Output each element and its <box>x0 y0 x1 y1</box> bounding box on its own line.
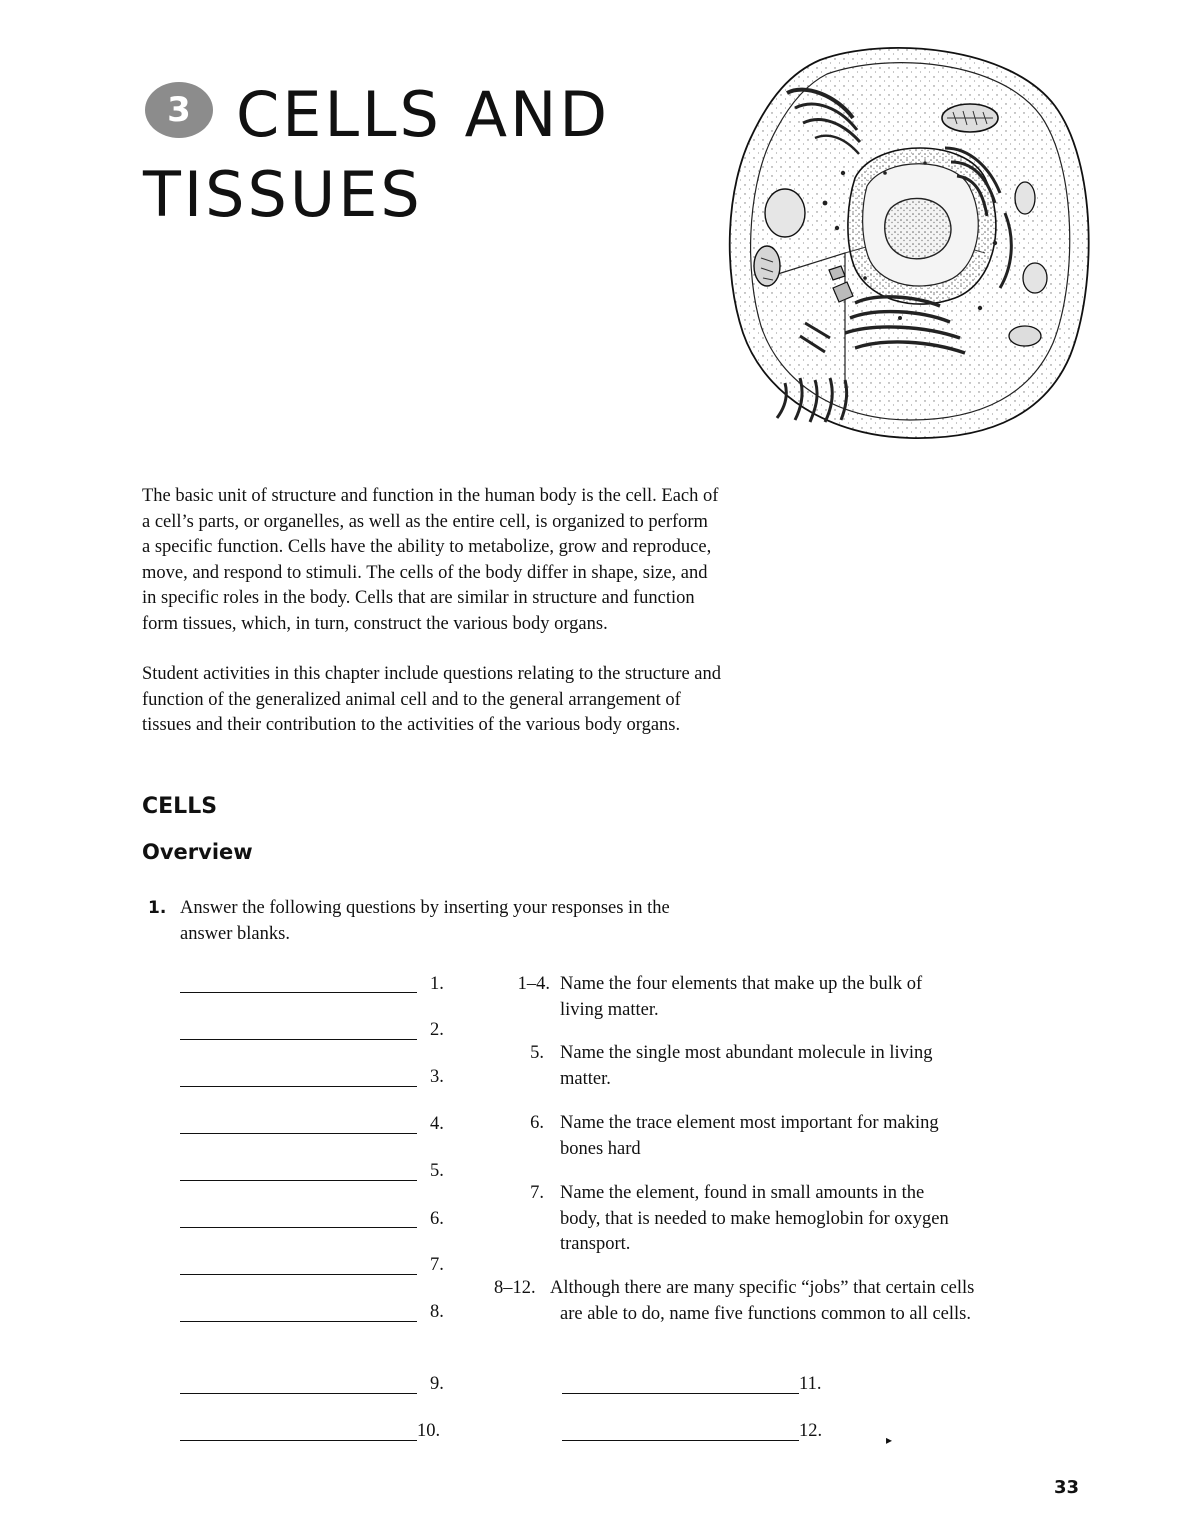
animal-cell-illustration <box>725 38 1095 443</box>
blank-label-8: 8. <box>430 1302 444 1322</box>
chapter-title-line-2: TISSUES <box>143 158 423 231</box>
page-number: 33 <box>1054 1477 1080 1498</box>
blank-label-7: 7. <box>430 1255 444 1275</box>
chapter-title-line-1: CELLS AND <box>236 78 611 151</box>
prompt-number: 8–12. <box>494 1278 536 1298</box>
blank-label-11: 11. <box>799 1374 822 1394</box>
blank-label-9: 9. <box>430 1374 444 1394</box>
intro-line: in specific roles in the body. Cells that are similar in structure and function <box>142 588 695 609</box>
prompt-number: 5. <box>530 1043 544 1063</box>
prompt-line: Name the single most abundant molecule in living <box>560 1043 933 1063</box>
prompt-line: Name the trace element most important for making <box>560 1113 939 1133</box>
prompt-line: Name the element, found in small amounts in the <box>560 1183 925 1203</box>
blank-label-10: 10. <box>417 1421 441 1441</box>
answer-blank-3[interactable] <box>180 1086 417 1087</box>
prompt-line: body, that is needed to make hemoglobin for oxygen <box>560 1208 949 1229</box>
answer-blank-8[interactable] <box>180 1321 417 1322</box>
answer-blank-12[interactable] <box>562 1440 799 1441</box>
blank-label-12: 12. <box>799 1421 823 1441</box>
section-heading: CELLS <box>142 794 218 819</box>
answer-blank-6[interactable] <box>180 1227 417 1228</box>
prompt-number: 1–4. <box>517 974 550 994</box>
blank-label-5: 5. <box>430 1161 444 1181</box>
intro-line: move, and respond to stimuli. The cells of the body differ in shape, size, and <box>142 562 708 583</box>
answer-blank-9[interactable] <box>180 1393 417 1394</box>
answer-blank-4[interactable] <box>180 1133 417 1134</box>
intro-line: The basic unit of structure and function in the human body is the cell. Each of <box>142 486 719 506</box>
activities-paragraph <box>142 662 887 739</box>
blank-label-4: 4. <box>430 1114 444 1134</box>
intro-line: a cell’s parts, or organelles, as well as the entire cell, is organized to perform <box>142 511 708 532</box>
question-line: Answer the following questions by inserting your responses in the <box>180 898 670 918</box>
answer-blank-5[interactable] <box>180 1180 417 1181</box>
intro-paragraph <box>142 484 887 638</box>
answer-blank-1[interactable] <box>180 992 417 993</box>
prompt-line: bones hard <box>560 1138 641 1159</box>
prompt-line: transport. <box>560 1234 631 1255</box>
blank-label-3: 3. <box>430 1067 444 1087</box>
question-line: answer blanks. <box>180 923 290 944</box>
activities-line: Student activities in this chapter include questions relating to the structure and <box>142 664 722 684</box>
answer-blank-7[interactable] <box>180 1274 417 1275</box>
intro-line: a specific function. Cells have the ability to metabolize, grow and reproduce, <box>142 537 712 558</box>
answer-blank-2[interactable] <box>180 1039 417 1040</box>
prompt-line: Name the four elements that make up the bulk of <box>560 974 923 994</box>
answer-blank-10[interactable] <box>180 1440 417 1441</box>
blank-label-1: 1. <box>430 974 444 994</box>
intro-line: form tissues, which, in turn, construct the various body organs. <box>142 613 608 634</box>
prompt-line: matter. <box>560 1068 611 1089</box>
prompt-line: Although there are many specific “jobs” that certain cells <box>550 1278 975 1298</box>
prompt-number: 6. <box>530 1113 544 1133</box>
prompt-line: living matter. <box>560 999 659 1020</box>
prompt-line: are able to do, name five functions common to all cells. <box>560 1303 971 1324</box>
answer-blank-11[interactable] <box>562 1393 799 1394</box>
activities-line: tissues and their contribution to the activities of the various body organs. <box>142 715 681 736</box>
question-instructions <box>180 896 670 947</box>
continue-arrow-icon: ▸ <box>886 1433 893 1447</box>
chapter-number: 3 <box>167 90 191 130</box>
activities-line: function of the generalized animal cell and to the general arrangement of <box>142 689 681 710</box>
subsection-heading: Overview <box>142 840 253 864</box>
question-number: 1. <box>148 898 167 918</box>
blank-label-2: 2. <box>430 1020 444 1040</box>
chapter-number-badge <box>145 82 213 138</box>
prompt-number: 7. <box>530 1183 544 1203</box>
blank-label-6: 6. <box>430 1209 444 1229</box>
